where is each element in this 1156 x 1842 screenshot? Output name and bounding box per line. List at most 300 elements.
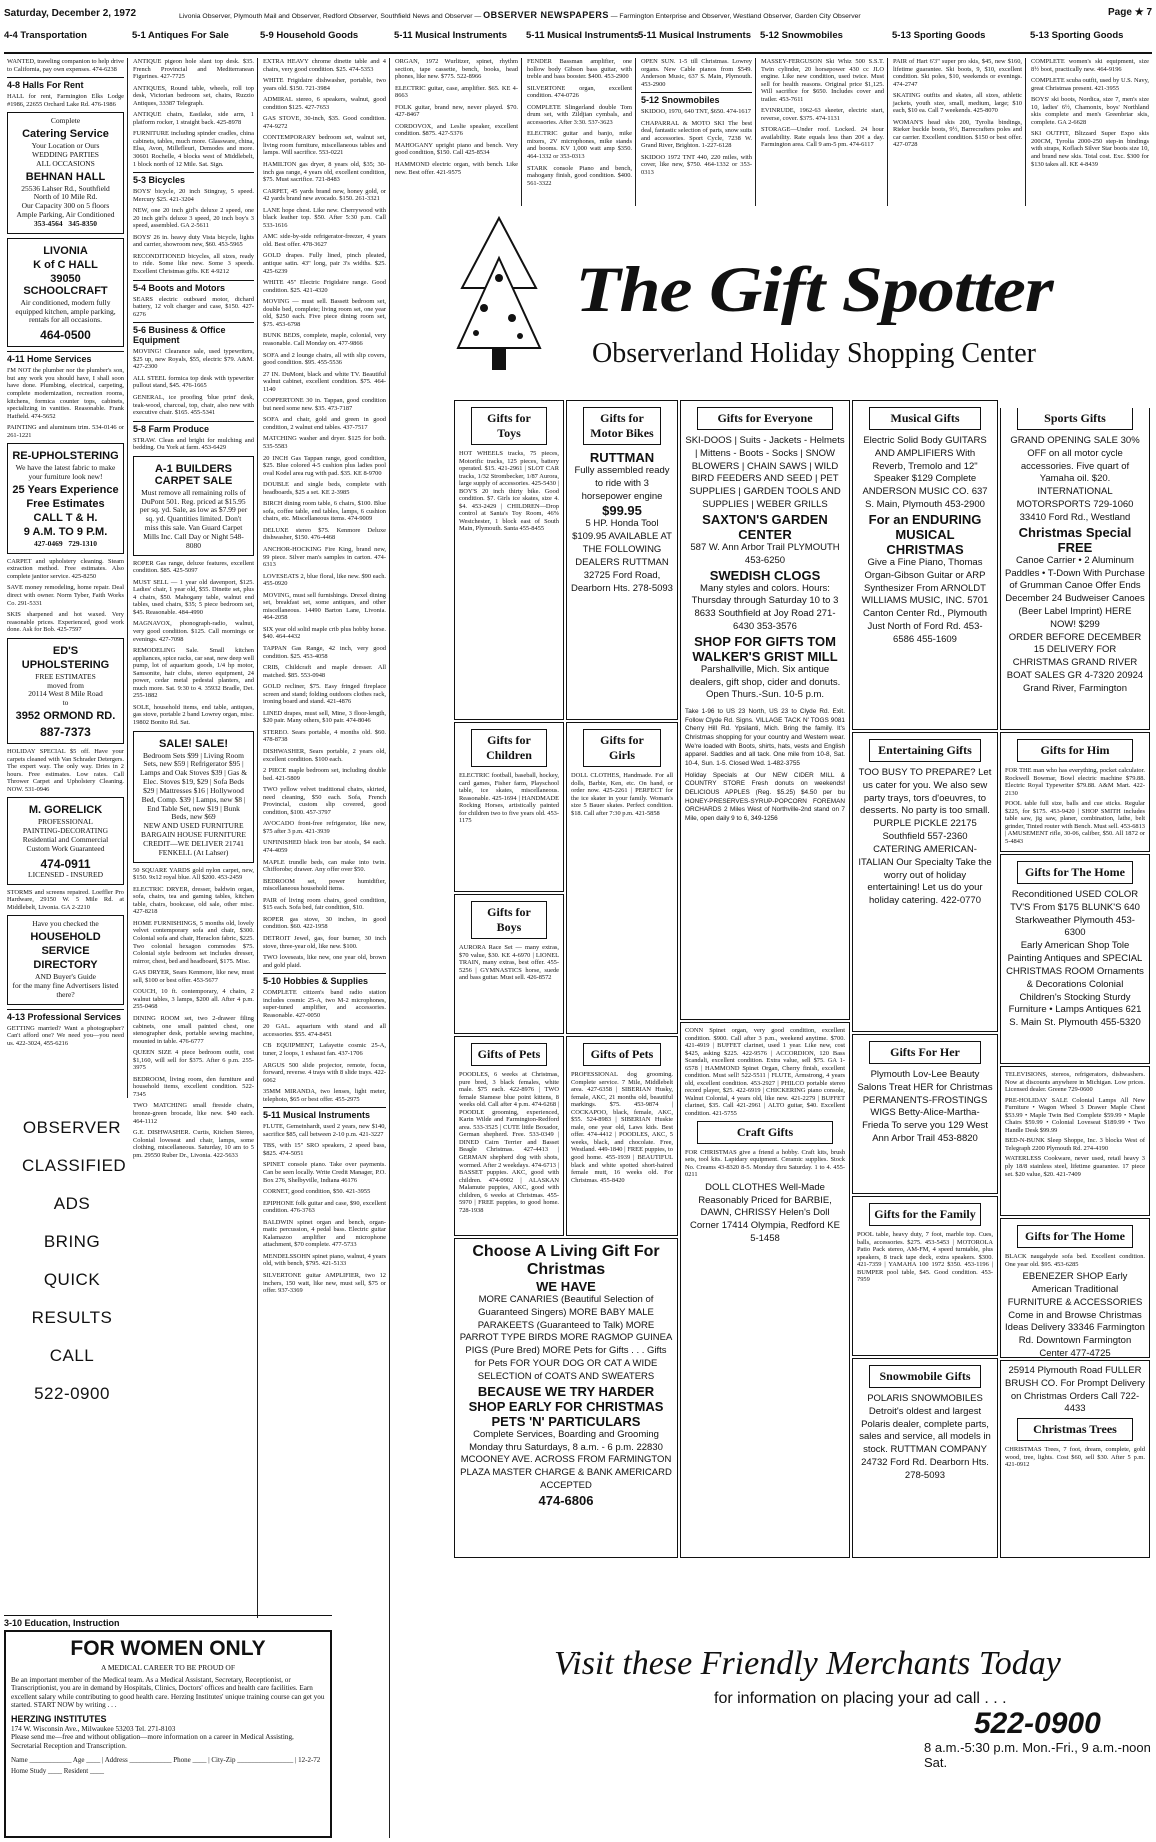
entertaining-title: Entertaining Gifts [869,739,981,762]
gifts-sports-body [1005,435,1145,696]
musical-classifieds [680,1022,850,1558]
fuller-brush [1000,1360,1150,1558]
livonia-phone: 464-0500 [40,328,91,343]
ad-double-beds: DOUBLE and single beds, complete with headboards, $25 a set. KE 2-3985 [263,481,386,496]
ad-straw: STRAW. Clean and bright for mulching and bedding. Ou York at farm. 453-6429 [133,436,254,452]
gifts-toys-body: HOT WHEELS tracks, 75 pieces, Motorific tracks, 125 pieces, battery operated. $15. 421-2961 | SLOT CAR tracks, 1/32 Strombecker, 1/87 Aurora, large supply of accessories. 425-5430 | BOY'S 20 inch thirty bike. Good condition. $7. Girls ice skates, size 4. $4. 453-2429 | CHILDREN—Drop control at Santa's Toy Room, 46% Westchester, 1 block east of South Main, Plymouth. Santa 455-8455 [459,450,559,533]
ad-gold-recliner: GOLD recliner, $75. Easy fringed fireplace screen and stand; folding outdoors clothes rack, ironing board and stand. 421-4876 [263,683,386,706]
directory-l4: DIRECTORY [33,959,98,972]
cider-mill: Holiday Specials at Our NEW CIDER MILL & COUNTRY STORE Fresh donuts on weekends! DELICIOUS APPLES (Reg. $5.25) $4.50 per bu HONEY-PRESERVES-SYRUP-POPCORN FOREMAN ORCHARDS 2 Miles West of Northville-2nd stand on 7 Mile, open daily 9 to 6, 349-1256 [685,771,845,822]
heading-musical-col3: 5-11 Musical Instruments [263,1107,386,1120]
gift-ad-grid [454,400,1151,1560]
gift-spotter-subtitle: Observerland Holiday Shopping Center [591,338,1037,369]
ad-bedroom-humidifier: BEDROOM set, power humidifier, miscellaneous household items. [263,877,386,893]
page-number: Page ★ 7 [1108,7,1152,18]
heading-business: 5-6 Business & Office Equipment [133,322,254,345]
ad-painting: PAINTING and aluminum trim. 534-0146 or 261-1221 [7,424,124,439]
gifts-toys [454,400,564,720]
entertaining-gifts [852,732,998,1032]
eds-l6: to [62,698,69,708]
catering-l7: 25536 Lahser Rd., Southfield [21,183,110,193]
a1-body: Must remove all remaining rolls of DuPont 501. Reg. priced at $15.95 per sq. yd. Sale, as low as $7.99 per sq. yd. Quantities limited. Don't miss this sale. Van Guard Carpet Mills Inc. Call Day or Night 548-8080 [139,487,248,550]
ad-carpet: CARPET and upholstery cleaning. Steam extraction method. Free estimates. Also complete janitor service. 425-8250 [7,557,124,580]
ad-nylon-carpet: 50 SQUARE YARDS gold nylon carpet, new, $150. 9x12 royal blue. All $200. 453-2459 [133,866,254,882]
ad-reupholstering [7,443,124,554]
ad-dining: DINING ROOM set, two 2-drawer filing cabinets, one small painted chest, one stenographer desk, portable sewing machine, mounted in table. 476-6777 [133,1014,254,1045]
gifts-sports-title: Sports Gifts [1017,407,1133,430]
ad-contemporary: CONTEMPORARY bedroom set, walnut set, living room furniture, miscellaneous tables and lamps. Will sacrifice. 553-0221 [263,134,386,157]
reupholster-l2: We have the latest fabric to make your furniture look new! [15,463,116,482]
reupholster-phone-2: 729-1310 [68,538,98,548]
spacer [1000,400,1150,408]
catering-copy: CATERING AMERICAN-ITALIAN Our Specialty Take the worry out of holiday entertaining! Let us do your holiday catering. 422-0770 [858,843,992,907]
masthead [4,4,1152,54]
gifts-musical-body [857,435,993,647]
ad-women-ski: COMPLETE women's ski equipment, size 8½ boot, practically new. 464-9196 [1031,58,1149,73]
ad-steel-desk: ALL STEEL formica top desk with typewriter pullout stand, $45. 476-1665 [133,374,254,390]
heading-halls: 4-8 Halls For Rent [7,77,124,90]
ad-spinet: SPINET console piano. Take over payments. Can be seen locally. Write Credit Manager, P.O. Box 276, Shelbyville, Indiana 46176 [263,1161,386,1184]
ruttman-price: $99.95 [602,503,642,519]
ad-reconditioned: RECONDITIONED bicycles, all sizes, ready to ride. Some like new. Some 3 speeds. Excellent Christmas gifts. KE 4-9212 [133,252,254,276]
ad-open-sun: OPEN SUN. 1-5 till Christmas. Lowrey organs. New Cable pianos from $549. Anderson Music, 637 S. Main, Plymouth. 453-2900 [641,58,752,88]
gifts-home-2-title: Gifts for The Home [1017,1225,1133,1248]
eds-l1: ED'S [52,644,79,657]
gifts-musical-title: Musical Gifts [869,407,981,430]
ad-roper: ROPER Gas range, deluxe features, excellent condition. $85. 425-5097 [133,559,254,575]
gifts-boys-title: Gifts for Boys [471,901,547,939]
eds-l4: moved from [47,680,84,690]
heading-musical-2: 5-11 Musical Instruments [526,30,639,41]
trees-small-title: Christmas Trees [1017,1418,1133,1441]
ad-mahogany-piano: MAHOGANY upright piano and bench. Very good condition, $150. Call 425-8534 [395,141,518,157]
ruttman-copy: Fully assembled ready to ride with 3 horsepower engine [574,465,670,502]
ad-getting-married: GETTING married? Want a photographer? Can't afford one? We need you—you need us. 422-3024, 455-6216 [7,1024,124,1047]
ad-furniture: FURNITURE including spinder cradles, china cabinets, tables, much more. Glassware, china, Elsa, Avon, Millefleuri, Demodes and more. 30601 Rochelle, 4 blocks west of Middlebelt, 1 block north of 12 Mile. Sat. Sign. [133,130,254,168]
ad-fender: FENDER Bassman amplifier, one hollow body Gibson bass guitar, with treble and bass booster. $400. 453-2900 [527,58,632,81]
paper-list: Livonia Observer, Plymouth Mail and Observer, Redford Observer, Southfield News and Observer [179,13,473,20]
ad-hall: HALL for rent, Farmington Elks Lodge #1986, 22655 Orchard Lake Rd. 476-1986 [7,93,124,108]
gifts-sports [1000,400,1150,730]
observer-promo [22,1100,127,1422]
ad-eds [7,638,124,744]
coupon-subtitle: A MEDICAL CAREER TO BE PROUD OF [100,1663,236,1672]
livonia-l2: K of C HALL [33,258,98,271]
ad-ski-outfit: SKI OUTFIT, Blizzard Super Expo skis 200CM, Tyrolia 2000-250 step-in bindings with straps, Koflach Silver Star boots size 10, and brand new skis. Total cost. Exc. $300 for $130 takes all. KE 4-8439 [1031,130,1149,168]
heading-hobbies: 5-10 Hobbies & Supplies [263,973,386,986]
brand-name: OBSERVER NEWSPAPERS [483,10,609,20]
gorelick-l3: PAINTING-DECORATING [22,826,109,836]
catering-l9: Our Capacity 300 on 5 floors [21,201,110,211]
ad-sears-dishwasher: DISHWASHER, Sears portable, 2 years old, excellent condition. $100 each. [263,748,386,763]
purple-pickle: TOO BUSY TO PREPARE? Let us cater for you. We also sew party trays, tors d'oeuvres, to desserts. No party is too small. PURPLE PICKLE 22175 Southfield 557-2360 [858,767,992,843]
ad-silvertone-amp: SILVERTONE guitar AMPLIFIER, two 12 inchers, 150 watt, like new, must sell, $75 or offer. 937-3369 [263,1272,386,1295]
ad-yellow-chairs: TWO yellow velvet traditional chairs, skirted, need cleaning, $50 each. Sofa, French Provincial, custom slip covered, good condition, $100. 457-3797 [263,786,386,816]
gifts-boys-body: AURORA Race Set — many extras, $70 value, $30. KE 4-6970 | LIONEL TRAIN, many extras, best offer. 455-5256 | GYMNASTICS horse, suede and bass guitar. Must sell. 426-8572 [459,944,559,982]
pre-holiday-sale [1000,1066,1150,1216]
coupon-address: 174 W. Wisconsin Ave., Milwaukee 53203 Tel. 271-8103 [11,1724,176,1733]
section-headings [4,26,1152,52]
ad-deluxe-stereo: DELUXE stereo $75. Kenmore Deluxe dishwasher, $150. 476-4468 [263,526,386,542]
gifts-home-2 [1000,1218,1150,1358]
heading-snowmobiles-2: 5-12 Snowmobiles [641,92,752,105]
ad-chaparral: CHAPARRAL & MOTO SKI The best deal, fantastic selection of parts, snow suits and accessories. Sport Cycle, 7238 W. Grand River, Brighton. 1-227-6128 [641,119,752,150]
gifts-children-body: ELECTRIC football, baseball, hockey, card games, Fisher farm, Playschool table, ice skates, miscellaneous. Reasonable. 425-1694 | HANDMADE Rocking Horses, artistically painted for children two to five years old. 453-1175 [459,772,559,825]
coupon-title: FOR WOMEN ONLY [70,1637,266,1660]
sale-list: Bedroom Sets $99 | Living Room Sets, new $59 | Refrigerator $95 | Lamps and Oak Stoves $39 | Gas & Elec. Stoves $19, $29 | Sofa Beds $29 | Mattresses $16 | Hollywood Bed, Comp. $39 | Lamps, new $8 | End Table Set, new $19 | Bunk Beds, new $69 [139,750,248,822]
heading-musical-1: 5-11 Musical Instruments [394,30,507,41]
gifts-pets-title: Gifts of Pets [471,1043,547,1066]
promo-line-7: CALL [49,1346,95,1365]
particulars-name: BECAUSE WE TRY HARDER SHOP EARLY FOR CHRISTMAS PETS 'N' PARTICULARS [468,1383,664,1429]
column-3 [260,58,390,1838]
coupon-body: Be an important member of the Medical team. As a Medical Assistant, Secretary, Receptionist, or Transcriptionist, you are in demand by Hospitals, Clinics, Doctors' offices and health care facilities. Earn excellent salary while contributing to good health care. Herzing Institutes' unique training course can get you started. START NOW by writing . . . [11,1675,325,1710]
gifts-her [852,1034,998,1194]
ad-hammond: HAMMOND electric organ, with bench. Like new. Best offer. 421-9575 [395,161,518,176]
coupon-institute: HERZING INSTITUTES [11,1713,107,1724]
ad-holiday: HOLIDAY SPECIAL $5 off. Have your carpets cleaned with Van Schrader Detergers. The expert way. The only way. Dries in 2 hours. Free estimates. Low rates. Call Thrower Carpet and Upholstery Cleaning. NOW. 531-0946 [7,748,124,793]
directory-l1: Have you checked the [32,919,99,929]
enduring-copy: For an ENDURING MUSICAL CHRISTMAS [868,511,982,557]
promo-line-8: 522-0900 [34,1384,110,1403]
ad-evinrude: EVINRUDE, 1962-63 skeeter, electric start, reverse, cover. $375. 474-1131 [761,107,884,122]
ad-detroit-jewel: DETROIT Jewel, gas, four burner, 30 inch stove, three-year old, like new. $100. [263,934,386,950]
gifts-motor-bikes-title: Gifts for Motor Bikes [583,407,661,445]
ad-coppertone: COPPERTONE 30 in. Tappan, good condition but need some new. $35. 473-7187 [263,397,386,412]
ad-aquarium: 20 GAL. aquarium with stand and all accessories. $55. 474-8451 [263,1023,386,1038]
ruttman-copy-2: 5 HP. Honda Tool $109.95 AVAILABLE AT THE FOLLOWING DEALERS RUTTMAN 32725 Ford Road, Dearborn Hts. 278-5093 [571,518,673,594]
craft-body: FOR CHRISTMAS give a friend a hobby. Craft kits, brush sets, tool kits. Lapidary equipment. Ceramic supplies. Stock No. Creams 43-8320 8-5. Monday thru Saturday. 1 to 4. 455-0211 [685,1148,845,1179]
a1-heading: A-1 BUILDERS CARPET SALE [154,462,233,487]
ad-livonia [7,238,124,348]
directory-l3: SERVICE [41,945,90,958]
christmas-special: Christmas Special FREE [1018,524,1132,555]
guitars-copy: Electric Solid Body GUITARS AND AMPLIFIERS With Reverb, Tremolo and 12" Speaker $129 Complete ANDERSON MUSIC CO. 637 S. Main, Plymouth 453-2900 [862,435,988,511]
livonia-l3: 39050 SCHOOLCRAFT [23,272,108,297]
ad-cordovox: CORDOVOX, and Leslie speaker, excellent condition. $875. 427-5376 [395,122,518,138]
ad-dumont: 27 IN. DuMont, black and white TV. Beautiful walnut cabinet, excellent condition. $75. 464-1140 [263,370,386,393]
promo-line-1: OBSERVER [22,1118,122,1137]
gifts-children-title: Gifts for Children [471,729,547,767]
snowmobile-body: POLARIS SNOWMOBILES Detroit's oldest and largest Polaris dealer, complete parts, sales and service, all models in stock. RUTTMAN COMPANY 24732 Ford Rd. Dearborn Hts. 278-5093 [859,1393,991,1481]
tom-walker: SHOP FOR GIFTS TOM WALKER'S GRIST MILL [692,633,838,664]
ad-cb-equipment: CB EQUIPMENT, Lafayette cosmic 25-A, tuner, 2 loops, 1 exhaust fan. 437-1706 [263,1042,386,1057]
gifts-toys-title: Gifts for Toys [471,407,547,445]
ad-argus: ARGUS 500 slide projector, remote, focus, forward, reverse. 4 trays with 8 slide trays. 422-6062 [263,1061,386,1084]
column-2 [130,58,258,1618]
ad-queen: QUEEN SIZE 4 piece bedroom outfit, cost $1,160, will sell for $375. After 6 p.m. 255-3975 [133,1049,254,1072]
heading-household: 5-9 Household Goods [260,30,359,41]
ad-storage: STORAGE—Under roof. Locked. 24 hour availability. Rate equals less than 20¢ a day. Farmington area. Call 9 am-5 pm. 474-6117 [761,126,884,149]
gifts-girls-title: Gifts for Girls [583,729,661,767]
gifts-family [852,1196,998,1356]
gifts-home-title: Gifts for The Home [1017,861,1133,884]
ad-antiques: ANTIQUES, Round table, wheels, roll top desk, Victorian bedroom set, chairs, Ruzzio Antiques, 33387 Telegraph. [133,84,254,107]
gorelick-l4: Residential and Commercial [22,835,109,845]
choose-living-gift: Choose A Living Gift For Christmas [472,1243,660,1278]
directory-l2: HOUSEHOLD [30,931,101,944]
ad-dishwasher: G.E. DISHWASHER. Curtis, Kitchen Stereo, Colonial loveseat and chair, lamps, some clothing, miscellaneous. Saturday, 10 am to 5 pm. 29550 Ruber Dr., Livonia. 422-5633 [133,1129,254,1159]
clogs-address: 8633 Southfield at Joy Road 271-6430 353-3576 [694,608,836,632]
ad-flute: FLUTE, Gemeinhardt, used 2 years, new $140, sacrifice $85, call between 2-10 p.m. 421-3227 [263,1123,386,1138]
reupholster-phone-1: 427-0469 [33,538,63,548]
ad-cornet: CORNET, good condition, $50. 421-3955 [263,1188,371,1196]
ad-new-bicycle: NEW, one 20 inch girl's deluxe 2 speed, one 20 inch girl's deluxe 3 speed, 20 inch boy's 3 speed, assembled. GA 2-5611 [133,207,254,230]
ad-electric-guitar: ELECTRIC guitar, case, amplifier. $65. KE 4-8663 [395,84,518,100]
ad-guitar-banjo: ELECTRIC guitar and banjo, mike mixers, 2V microphones, mike stands and booms. KV 1,000 watt amp $350. 464-1332 or 353-0313 [527,130,632,161]
gifts-her-title: Gifts For Her [869,1041,981,1064]
ad-slingerland: COMPLETE Slingerland double Tom drum set, with Zildjian cymbals, and accessories. After 3:30. 537-3623 [527,103,632,126]
gifts-children [454,722,564,892]
catering-l6: BEHNAN HALL [25,170,106,183]
craft-title: Craft Gifts [697,1121,833,1144]
paper-names: Livonia Observer, Plymouth Mail and Observer, Redford Observer, Southfield News and Observer — OBSERVER NEWSPAPERS — Farmington Enterprise and Observer, Westland Observer, Garden City Observer [179,10,861,20]
ad-electric-dryer: ELECTRIC DRYER, dresser, baldwin organ, sofa, chairs, tea and gaming tables, kitchen table, chairs, bookcase, old sale, other misc. 427-8218 [133,885,254,916]
ad-antique-chairs: ANTIQUE chairs, Eastlake, side arm, 1 platform rocker, 1 straight back. 425-8978 [133,111,254,126]
heading-education: 3-10 Education, Instruction [4,1615,332,1628]
bed-n-bunk: BED-N-BUNK Sleep Shoppe, Inc. 3 blocks West of Telegraph 2200 Plymouth Rd. 274-4190 [1005,1137,1145,1152]
herzing-coupon [4,1630,332,1838]
gifts-family-body: POOL table, heavy duty, 7 foot, marble top. Cues, balls, accessories. $275. 453-5453 | MOTOROLA Patio Pack stereo, AM-FM, 4 speed turntable, plus speakers, 8 track tape deck, extra speakers. $300. 421-7359 | YAMAHA 100 1972 $350. 453-1196 | BUMPER pool table, $45. Good condition. 453-7959 [857,1231,993,1284]
gorelick-phone: 474-0911 [40,856,91,871]
promo-line-3: ADS [53,1194,91,1213]
ad-lined-drapes: LINED drapes, must sell, Mine, 3 floor-length, $20 pair. Many others, $10 pair. 474-8046 [263,709,386,725]
reupholster-l5: CALL T & H. [33,511,98,524]
entertaining-body [857,767,993,908]
ad-plaid-loveseats: TWO loveseats, like new, one year old, brown and gold plaid. [263,954,386,969]
catering-l3: Your Location or Ours [31,141,100,151]
ad-magnavox: MAGNAVOX, phonograph-radio, walnut, very good condition. $125. Call mornings or evenings. 427-7098 [133,620,254,643]
visit-phone: 522-0900 [974,1707,1101,1740]
ad-admiral: ADMIRAL stereo, 6 speakers, walnut, good condition $125. 427-7653 [263,96,386,111]
ad-bar-stools: UNFINISHED black iron bar stools, $4 each. 474-4059 [263,839,386,855]
gifts-motor-bikes [566,400,678,720]
ad-tbs: TBS, with 15" SRO speakers, 2 speed bass, $825. 474-5051 [263,1142,386,1157]
canoe-copy: Canoe Carrier • 2 Aluminum Paddles • T-Down With Purchase of Grumman Canoe Offer Ends December 24 Budweiser Canoes (Beer Label Imprint) HERE NOW! $299 [1005,554,1145,630]
ad-moving-bassett: MOVING — must sell. Bassett bedroom set, double bed, complete; living room set, one year old, $250 each. Five piece dining room set, $75. 453-6798 [263,298,386,328]
ad-stark-piano: STARK console Piano and bench, mahogany finish, good condition. $400. 561-3322 [527,164,632,187]
ad-skidoo-tnt: SKIDOO 1972 TNT 440, 220 miles, with cover, like new, $750. 464-1332 or 353-0313 [641,153,752,177]
saxton-address: 587 W. Ann Arbor Trail PLYMOUTH 453-6250 [690,541,840,566]
visit-merchants [454,1645,1151,1770]
paper-list-2: Farmington Enterprise and Observer, Westland Observer, Garden City Observer [619,13,861,20]
gifts-home-2-body: BLACK naugahyde sofa bed. Excellent condition. One year old. $95. 453-6285 [1005,1253,1145,1268]
ad-skis: SKIS sharpened and hot waxed. Very reasonable prices. Experienced, good work done. Ask for Bob. 425-7597 [7,611,124,634]
ad-a1-carpet [133,456,254,556]
ad-loveseats: LOVESEATS 2, blue floral, like new. $90 each. 455-0920 [263,572,386,588]
gifts-girls-body: DOLL CLOTHES, Handmade. For all dolls, Barbie, Ken, etc. On hand, or order now. 425-2261 | PERFECT for the ice skater in your family. Woman's size 5 Bauer skates. Perfect condition. $18. Call after 7:30 p.m. 421-5858 [571,772,673,817]
ad-matching-chairs: TWO MATCHING small fireside chairs, bronze-green brocade, like new. $40 each. 464-1112 [133,1102,254,1125]
waterless: WATERLESS Cookware, never used, retail heavy 3 ply 18/8 stainless steel, lifetime guarantee. 17 piece set. $20 value, $20. 421-7409 [1005,1155,1145,1178]
column-sporting-1 [890,58,1026,206]
promo-line-6: RESULTS [31,1308,113,1327]
sale-fenkell: NEW AND USED FURNITURE BARGAIN HOUSE FURNITURE CREDIT—WE DELIVER 21741 FENKELL (At Lahser) [140,821,246,857]
eds-l5: 20114 West 8 Mile Road [28,689,103,699]
ad-sole: SOLE, household items, end table, antiques, gas stove, portable 2 band Lowrey organ, misc. 19802 Bonito Rd. Sat. [133,703,254,726]
ad-plumber: I'M NOT the plumber nor the plumber's son, but any work you should have, I shall soon have done. Plumbing, electrical, carpeting, complete modernization, recreation rooms, kitchens, formica counter tops, cabinets, specializing in vanities. Reasonable. Frank Hatfield. 474-5652 [7,367,124,420]
pets-n-particulars-body [459,1243,673,1508]
gifts-boys [454,894,564,1034]
ad-maple-bedroom: 2 PIECE maple bedroom set, including double bed. 421-5809 [263,767,386,782]
reupholster-l1: RE-UPHOLSTERING [12,450,119,463]
ad-woman-skis: WOMAN'S head skis 200, Tyrolia bindings, Rieker buckle boots, 9½, Barrecrafters poles and car carrier. Excellent condition. $150 or best offer. 427-0728 [893,118,1022,149]
tom-walker-copy: Parshallville, Mich. Six antique dealers, gift shop, cider and donuts. Open Thurs.-Sun. 10-5 p.m. [689,663,841,701]
ad-directory [7,915,124,1004]
doll-clothes: DOLL CLOTHES Well-Made Reasonably Priced for BARBIE, DAWN, CHRISSY Helen's Doll Corner 17414 Olympia, Redford KE 5-1458 [690,1181,840,1244]
piano-copy: Give a Fine Piano, Thomas Organ-Gibson Guitar or ARP Synthesizer From ARNOLDT WILLIAMS MUSIC, INC. 5701 Canton Center Rd., Plymouth Just North of Ford Rd. 453-6586 455-1609 [861,556,989,645]
ad-home-furnishings: HOME FURNISHINGS, 5 months old, lovely velvet contemporary sofa and chair, $300. Colonial sofa and chair, Heraclon fabric, $225. Two colonial hexagon commodes $75. Colonial style bedroom set includes dresser, mirror, chest, bed and headboard, $175. Misc. [133,919,254,965]
ad-storms: STORMS and screens repaired. Loeffler Pro Hardware, 29150 W. 5 Mile Rd. at Middlebelt, Livonia. GA 2-2210 [7,888,124,911]
heading-antiques: 5-1 Antiques For Sale [132,30,229,41]
gifts-home [1000,854,1150,1064]
ad-moving-drexel: MOVING, must sell furnishings. Drexel dining set, breakfast set, some antiques, and other miscellaneous. 14490 Barton Lane, Livonia. 464-2058 [263,591,386,622]
heading-home-services: 4-11 Home Services [7,351,124,364]
ad-remodeling: REMODELING Sale. Small kitchen appliances, spice racks, car seat, new deep well pump, lot of aquarium goods, 1/4 hp motor, Samsonite, hair clubs, stereo equipment, 24 power, cedar metal pedestal planters, and much more. Sat. 9:30 to 4. 35932 Bradle, Det. 255-1882 [133,647,255,700]
ad-boys-26: BOYS' 26 in. heavy duty Vista bicycle, lights and carrier, showroom new, $60. 453-5965 [133,233,254,249]
heading-sporting-1: 5-13 Sporting Goods [892,30,986,41]
gifts-girls [566,722,678,1034]
ad-maple-crib: SIX year old solid maple crib plus hobby horse. $40. 464-4432 [263,625,386,641]
ad-tappan-20: 20 INCH Gas Tappan range, good condition, $25. Blue colored 4-5 cushion plus ladies pool oval Kodel area rug with pad. $35. KE 8-9700 [263,454,386,477]
heading-snowmobiles: 5-12 Snowmobiles [760,30,843,41]
coupon-form[interactable]: Name ____________ Age ____ | Address ____________ Phone ____ | City-Zip ________________ | 12-2-72 Home Study ____ Resident ____ [11,1756,321,1776]
reupholster-phones [12,540,119,549]
clogs-title: SWEDISH CLOGS [709,567,821,583]
visit-subtitle: for information on placing your ad call . . . [714,1690,1007,1707]
catering-l8: North of 10 Mile Rd. [33,192,98,202]
musical-classifieds-body: CONN Spinet organ, very good condition, excellent condition. $900. Call after 3 p.m., weekend anytime. $700. 421-4919 | BUFFET clarinet, used 1 year. Like new, cost $425, asking $225. 422-9576 | ACCORDION, 120 Bass Scandali, excellent condition. Extra value, sell $75. GA 1-6578 | HAMMOND Spinet Organ, Cherry finish, excellent condition. Must sell! 522-5511 | FLUTE, Armstrong, 4 years old, excellent condition. 453-2927 | PHILCO portable stereo record player, $25. 422-6919 | CHICKERING piano console, Walnut Colonial, 4 years old, like new. 421-2279 | BUFFET clarinet, $35. Call 421-2961 | ALTO guitar, $40. Excellent condition. 421-5755 [685,1027,845,1118]
gifts-pets [454,1036,564,1236]
catering-l2: Catering Service [22,128,109,141]
ad-silvertone-organ: SILVERTONE organ, excellent condition. 474-0726 [527,84,632,100]
ad-folk-guitar: FOLK guitar, brand new, never played. $70. 427-8467 [395,103,518,119]
ad-epiphone: EPIPHONE folk guitar and case, $90, excellent condition. 476-3763 [263,1199,386,1215]
ad-gas-stove: GAS STOVE, 30-inch, $35. Good condition. 474-9272 [263,115,386,130]
eds-phone: 887-7373 [40,725,91,740]
promo-line-5: QUICK [43,1270,101,1289]
ad-sale [133,731,254,863]
ad-white-range: WHITE 45" Electric Frigidaire range. Good condition. $25. 421-4320 [263,279,386,294]
pets-n-particulars [454,1238,678,1558]
visit-hours: 8 a.m.-5:30 p.m. Mon.-Fri., 9 a.m.-noon Sat. [924,1740,1151,1770]
promo-line-2: CLASSIFIED [22,1156,127,1175]
column-1 [4,58,128,1098]
ad-hart-skis: PAIR of Hart 6'3" super pro skis, $45, new $160, lifetime guarantee. Ski boots, 9, $10, excellent condition. Ski poles, $10, weekends or evenings. 474-2747 [893,58,1022,88]
ad-tappan-gas: TAPPAN Gas Range, 42 inch, very good condition. $25. 453-4058 [263,645,386,660]
ad-organ: ORGAN, 1972 Wurlitzer, spinet, rhythm section, tape cassette, bench, books, head phones, like new. $775. 522-8966 [395,58,518,81]
heading-boots: 5-4 Boots and Motors [133,280,254,293]
village-tack: Take 1-96 to US 23 North, US 23 to Clyde Rd. Exit. Follow Clyde Rd. Signs. VILLAGE TACK N' TOGS 9081 Cherry Hill Rd. Ypsilanti, Mich. Bring the family. It's Christmas shopping for your country and Western wear. We're loaded with Boots, shirts, hats, vests and English apparel. Saddles and all tack. One mile from 10-8, Sat. 10-4, Sun. 1-5. Closed Wed. 1-482-3755 [685,708,845,768]
ad-dinette: EXTRA HEAVY chrome dinette table and 4 chairs, very good condition. $25. 474-5353 [263,58,386,73]
ruttman-heading: RUTTMAN [589,450,655,465]
eds-l7: 3952 ORMOND RD. [15,710,116,723]
column-musical-2 [524,58,636,206]
eds-l3: FREE ESTIMATES [35,671,96,681]
directory-l6: for the many fine Advertisers listed there? [12,980,119,999]
snowmobile-gifts [852,1358,998,1558]
gift-spotter-header [454,208,1151,393]
gifts-family-title: Gifts for the Family [869,1203,981,1226]
ad-anchor-hocking: ANCHOR-HOCKING Fire King, brand new, 99 piece. Silver man's samples in carton. 474-6313 [263,545,386,569]
issue-date: Saturday, December 2, 1972 [4,8,137,19]
gifts-everyone-title: Gifts for Everyone [697,407,833,430]
ad-boys-skis: BOYS' ski boots, Nordica, size 7, men's size 10, ladies' 6½, Chamonix, boys' Northland skis complete and men's Greenbriar skis, complete. GA 2-6628 [1031,96,1149,126]
gifts-motor-bikes-body [571,450,673,595]
column-snowmobiles [758,58,888,206]
gifts-pets-2-body: PROFESSIONAL dog grooming. Complete service. 7 Mile, Middlebelt area. 427-6358 | SIBERIAN Husky, female, AKC, 21 months old, beautiful markings. $75. 453-9874 | COCKAPOO, black, female, AKC, $55. 524-8983 | SIBERIAN Huskie male, one year old, Laws kids. Best offer. 474-4412 | POODLES, AKC, 5 weeks, black, and chocolate. Free, Westland. 449-1840 | FREE puppies, to good home. 455-1939 | BEAUTIFUL black and white spotted short-haired female mutt, 16 weeks old. For Christmas. 455-8420 [571,1071,673,1184]
gifts-pets-2 [566,1036,678,1236]
gifts-everyone-body [685,435,845,824]
livonia-l1: LIVONIA [43,244,88,257]
livonia-l4: Air conditioned, modern fully equipped kitchen, ample parking, rentals for all occasions. [15,297,116,325]
heading-transportation: 4-4 Transportation [4,30,87,41]
canoe-copy-2: ORDER BEFORE DECEMBER 15 DELIVERY FOR CHRISTMAS GRAND RIVER BOAT SALES GR 4-7320 20924 Grand River, Farmington [1006,631,1144,694]
ad-avocado: AVOCADO front-free refrigerator, like new, $75 after 3 p.m. 421-3939 [263,820,386,835]
ad-sears-motor: SEARS electric outboard motor, dichard battery, 12 volt charger and case, $150. 427-6276 [133,295,254,318]
reupholster-l4: Free Estimates [26,497,105,510]
ad-must-sell: MUST SELL — 1 year old davenport, $125. Ladies' chair, 1 year old, $55. Dinette set, plus 4 chairs, $50. Mahogany table, walnut end tables, used chairs, $35; 5 piece bedroom set, $45. Reasonable. 484-4990 [133,578,254,616]
ad-bunk-beds: BUNK BEDS, complete, maple, colonial, very reasonable. Call Monday on. 477-9866 [263,332,386,347]
ad-living-chairs: PAIR of living room chairs, good condition, $15 each. Sofa bed, fair condition, $10. [263,896,386,912]
ad-gorelick [7,797,124,884]
ad-gas-dryer: GAS DRYER, Sears Kenmore, like new, must sell, $100 or best offer. 453-5677 [133,969,254,984]
blunks: Reconditioned USED COLOR TV'S From $175 BLUNK'S 640 Starkweather Plymouth 453-6300 [1010,889,1140,939]
ad-sears-stereo: STEREO. Sears portable, 4 months old. $60. 478-8738 [263,728,386,744]
ad-miranda: 35MM MIRANDA, two lenses, light meter, telephoto, $65 or best offer. 455-2975 [263,1088,386,1103]
gifts-everyone [680,400,850,1020]
we-have: WE HAVE [536,1279,596,1294]
ad-save: SAVE money remodeling, home repair. Deal direct with owner. Norm Tyber, Faith Works Co. 291-5331 [7,584,124,607]
snowmobile-title: Snowmobile Gifts [869,1365,981,1388]
gorelick-l6: LICENSED - INSURED [28,869,103,879]
ad-birch-dining: BIRCH dining room table, 6 chairs, $100. Blue sofa, coffee table, end tables, lamps, 6 cushion chairs, etc. Miscellaneous items. 474-9009 [263,500,386,523]
ad-massey: MASSEY-FERGUSON Ski Whiz 500 S.S.T. Twin cylinder, 20 horsepower 430 cc JLO engine. Like new condition, used twice. Must sell for health reasons. Original price $1,125. Will sacrifice for $650. Includes cover and trailer. 453-7611 [761,58,884,103]
televisions: TELEVISIONS, stereos, refrigerators, dishwashers. Now at discounts anywhere in Michigan. Low prices. Licensed dealer. Greene 729-0600 [1005,1071,1145,1094]
particulars-copy: Complete Services, Boarding and Grooming Monday thru Saturdays, 8 a.m. - 6 p.m. 22830 MCOONEY AVE. ACROSS FROM FARMINGTON PLAZA MASTER CHARGE & BANK AMERICARD ACCEPTED [460,1428,672,1491]
heading-sporting-2: 5-13 Sporting Goods [1030,30,1124,41]
ad-skating: SKATING outfits and skates, all sizes, athletic jackets, youth size, small, medium, large; $10 each, $10 ea. Call 7 weekends. 425-8070 [893,92,1022,115]
gorelick-l1: M. GORELICK [28,804,103,817]
gifts-him-title: Gifts for Him [1017,739,1133,762]
gorelick-l5: Custom Work Guaranteed [26,843,105,853]
ad-trundle-beds: MAPLE trundle beds, can make into twin. Chifforobe; drawer. Any offer over $50. [263,858,386,874]
sale-title: SALE! SALE! [158,737,229,750]
ad-crib: CRIB, Childcraft and maple dresser. All matched. $85. 553-0948 [263,664,386,679]
catering-l1: Complete [50,116,81,126]
gifts-him-body: FOR THE man who has everything, pocket calculator. Rockwell Bowmar, Bowl electric machine $79.88. Electric Royal Typewriter $79.88. A&M Mart. 422-2130 [1005,767,1145,797]
gifts-him-body-2: POOL table full size, balls and cue sticks. Regular $225, for $175. 453-9420 | SHOP SMITH includes table saw, jig saw, planer, combination, lathe, belt grinder, Tinted router with Bench. Must sell. 453-6813 | AMUSEMENT rifle, 30-06, caliber, $50. All 1872 or 5-4843 [1005,800,1145,845]
ad-couch: COUCH, 10 ft. contemporary, 4 chairs, 2 walnut tables, 3 lamps, $200 all. After 4 p.m. 255-0468 [133,988,254,1011]
early-american: Early American Shop Tole Painting Antiques and SPECIAL CHRISTMAS ROOM Ornaments & Decorations Colonial Children's Stocking Sturdy Furniture • Lamps Antiques 621 S. Main St. Plymouth 455-5320 [1006,940,1144,1029]
ad-carpet-yards: CARPET, 45 yards brand new, honey gold, or 42 yards brand new avocado. $150. 261-3321 [263,187,386,203]
ad-sofa-chair: SOFA and chair, gold and green in good condition, 2 walnut end tables. 437-7517 [263,416,386,431]
ad-lane-chest: LANE hope chest. Like new. Cherrywood with black leather top. $50. After 5:30 p.m. Call 533-1616 [263,206,386,229]
ad-boys-bicycle: BOYS' bicycle, 20 inch Stingray, 5 speed. Mercury $25. 421-3204 [133,188,254,203]
ad-gold-drapes: GOLD drapes. Fully lined, pinch pleated, antique satin. 43" long, pair 3's widths. $25. 425-6239 [263,252,386,275]
ad-catering [7,112,124,234]
gorelick-l2: PROFESSIONAL [37,817,93,827]
ad-baldwin: BALDWIN spinet organ and bench, organ-matic percussion, 4 pedal bass. Electric guitar Kalamazoo amplifier and microphone attachment, $70 complete. 477-5733 [263,1218,386,1249]
coupon-send: Please send me—free and without obligation—more information on a career in Medical Assisting, Secretarial Reception and Transcription. [11,1733,294,1750]
ad-wanted: WANTED, traveling companion to help drive to California, pay own expenses. 474-6238 [7,58,124,73]
ad-mendelssohn: MENDELSSOHN spinet piano, walnut, 4 years old, with bench, $795. 421-5133 [263,1252,386,1268]
everyone-list: SKI-DOOS | Suits - Jackets - Helmets | Mittens - Boots - Socks | SNOW BLOWERS | CHAIN SAWS | WILD BIRD FEEDERS AND SEED | PET SUPPLIES | GARDEN TOOLS AND SUPPLIES | WEBER GRILLS [685,435,845,511]
ad-frigidaire-dishwasher: WHITE Frigidaire dishwasher, portable, two years old. $150. 721-3984 [263,77,386,92]
catering-phones [12,220,119,229]
column-musical-1 [392,58,522,206]
promo-line-4: BRING [43,1232,101,1251]
gifts-pets-2-title: Gifts of Pets [583,1043,661,1066]
